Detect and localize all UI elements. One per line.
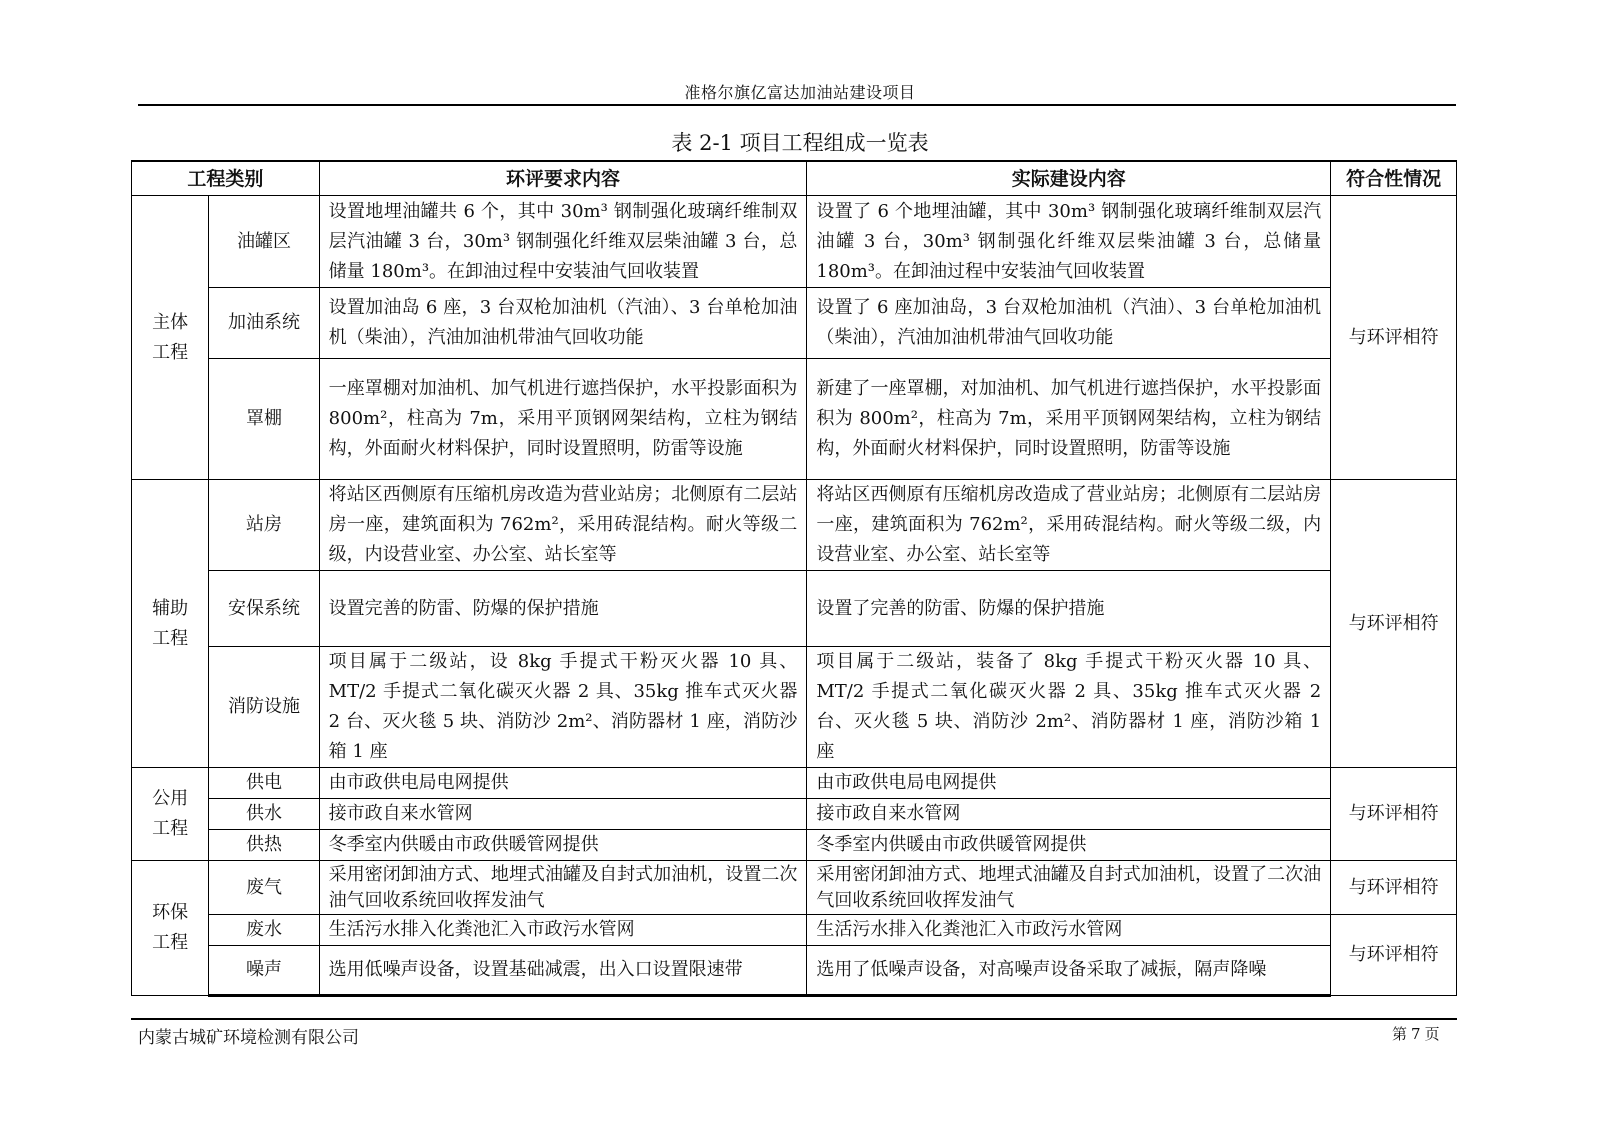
actual-cell: 新建了一座罩棚，对加油机、加气机进行遮挡保护，水平投影面积为 800m²，柱高为 7m，采用平顶钢网架结构，立柱为钢结构，外面耐火材料保护，同时设置照明，防雷等设施 (807, 359, 1331, 480)
table-caption: 表 2-1 项目工程组成一览表 (671, 131, 929, 155)
subcategory-cell: 罩棚 (209, 359, 319, 480)
col-header-actual: 实际建设内容 (807, 161, 1331, 196)
table-row (132, 647, 1457, 768)
footer-company: 内蒙古城矿环境检测有限公司 (138, 1028, 359, 1048)
actual-cell: 设置了 6 个地埋油罐，其中 30m³ 钢制强化玻璃纤维制双层汽油罐 3 台，30m³ 钢制强化纤维双层柴油罐 3 台，总储量 180m³。在卸油过程中安装油气回收装置 (807, 196, 1331, 288)
category-cell: 公用 工程 (132, 768, 209, 861)
subcategory-cell: 安保系统 (209, 571, 319, 647)
actual-cell: 由市政供电局电网提供 (807, 768, 1331, 799)
required-cell: 由市政供电局电网提供 (319, 768, 807, 799)
table-header-row (132, 161, 1457, 196)
actual-cell: 采用密闭卸油方式、地埋式油罐及自封式加油机，设置了二次油气回收系统回收挥发油气 (807, 861, 1331, 915)
subcategory-cell: 加油系统 (209, 288, 319, 359)
compliance-cell: 与环评相符 (1331, 480, 1457, 768)
subcategory-cell: 油罐区 (209, 196, 319, 288)
subcategory-cell: 供电 (209, 768, 319, 799)
page-prefix: 第 (1392, 1025, 1408, 1043)
compliance-cell: 与环评相符 (1331, 861, 1457, 915)
required-cell: 设置地埋油罐共 6 个，其中 30m³ 钢制强化玻璃纤维制双层汽油罐 3 台，30m³ 钢制强化纤维双层柴油罐 3 台，总储量 180m³。在卸油过程中安装油气回收装置 (319, 196, 807, 288)
category-cell: 环保 工程 (132, 861, 209, 996)
page-number: 7 (1411, 1025, 1421, 1043)
category-cell: 主体 工程 (132, 196, 209, 480)
header-rule (138, 104, 1456, 106)
subcategory-cell: 站房 (209, 480, 319, 571)
table-row (132, 830, 1457, 861)
table-row (132, 288, 1457, 359)
compliance-cell: 与环评相符 (1331, 915, 1457, 996)
page-suffix: 页 (1424, 1025, 1440, 1043)
table-row (132, 196, 1457, 288)
actual-cell: 设置了 6 座加油岛，3 台双枪加油机（汽油）、3 台单枪加油机（柴油），汽油加油机带油气回收功能 (807, 288, 1331, 359)
required-cell: 采用密闭卸油方式、地埋式油罐及自封式加油机，设置二次油气回收系统回收挥发油气 (319, 861, 807, 915)
col-header-category: 工程类别 (132, 161, 320, 196)
actual-cell: 设置了完善的防雷、防爆的保护措施 (807, 571, 1331, 647)
required-cell: 设置加油岛 6 座，3 台双枪加油机（汽油）、3 台单枪加油机（柴油），汽油加油机带油气回收功能 (319, 288, 807, 359)
table-row (132, 946, 1457, 996)
required-cell: 选用低噪声设备，设置基础减震，出入口设置限速带 (319, 946, 807, 996)
required-cell: 冬季室内供暖由市政供暖管网提供 (319, 830, 807, 861)
compliance-cell: 与环评相符 (1331, 768, 1457, 861)
compliance-cell: 与环评相符 (1331, 196, 1457, 480)
footer-rule (131, 1018, 1457, 1020)
subcategory-cell: 废气 (209, 861, 319, 915)
table-row (132, 799, 1457, 830)
subcategory-cell: 废水 (209, 915, 319, 946)
col-header-required: 环评要求内容 (319, 161, 807, 196)
table-row (132, 768, 1457, 799)
category-cell: 辅助 工程 (132, 480, 209, 768)
col-header-compliance: 符合性情况 (1331, 161, 1457, 196)
table-row (132, 915, 1457, 946)
required-cell: 将站区西侧原有压缩机房改造为营业站房；北侧原有二层站房一座，建筑面积为 762m²，采用砖混结构。耐火等级二级，内设营业室、办公室、站长室等 (319, 480, 807, 571)
table-row (132, 861, 1457, 915)
subcategory-cell: 噪声 (209, 946, 319, 996)
actual-cell: 项目属于二级站，装备了 8kg 手提式干粉灭火器 10 具、MT/2 手提式二氧化碳灭火器 2 具、35kg 推车式灭火器 2 台、灭火毯 5 块、消防沙 2m²、消防器材 1 座，消防沙箱 1 座 (807, 647, 1331, 768)
header-title: 准格尔旗亿富达加油站建设项目 (684, 83, 916, 102)
actual-cell: 生活污水排入化粪池汇入市政污水管网 (807, 915, 1331, 946)
actual-cell: 将站区西侧原有压缩机房改造成了营业站房；北侧原有二层站房一座，建筑面积为 762m²，采用砖混结构。耐火等级二级，内设营业室、办公室、站长室等 (807, 480, 1331, 571)
actual-cell: 接市政自来水管网 (807, 799, 1331, 830)
required-cell: 一座罩棚对加油机、加气机进行遮挡保护，水平投影面积为 800m²，柱高为 7m，采用平顶钢网架结构，立柱为钢结构，外面耐火材料保护，同时设置照明，防雷等设施 (319, 359, 807, 480)
table-row (132, 359, 1457, 480)
required-cell: 接市政自来水管网 (319, 799, 807, 830)
subcategory-cell: 供热 (209, 830, 319, 861)
required-cell: 项目属于二级站，设 8kg 手提式干粉灭火器 10 具、MT/2 手提式二氧化碳灭火器 2 具、35kg 推车式灭火器 2 台、灭火毯 5 块、消防沙 2m²、消防器材 1 座，消防沙箱 1 座 (319, 647, 807, 768)
actual-cell: 选用了低噪声设备，对高噪声设备采取了减振，隔声降噪 (807, 946, 1331, 996)
required-cell: 生活污水排入化粪池汇入市政污水管网 (319, 915, 807, 946)
subcategory-cell: 供水 (209, 799, 319, 830)
project-composition-table (131, 160, 1457, 997)
required-cell: 设置完善的防雷、防爆的保护措施 (319, 571, 807, 647)
table-row (132, 480, 1457, 571)
actual-cell: 冬季室内供暖由市政供暖管网提供 (807, 830, 1331, 861)
page-number-label (1392, 1023, 1440, 1044)
table-row (132, 571, 1457, 647)
subcategory-cell: 消防设施 (209, 647, 319, 768)
